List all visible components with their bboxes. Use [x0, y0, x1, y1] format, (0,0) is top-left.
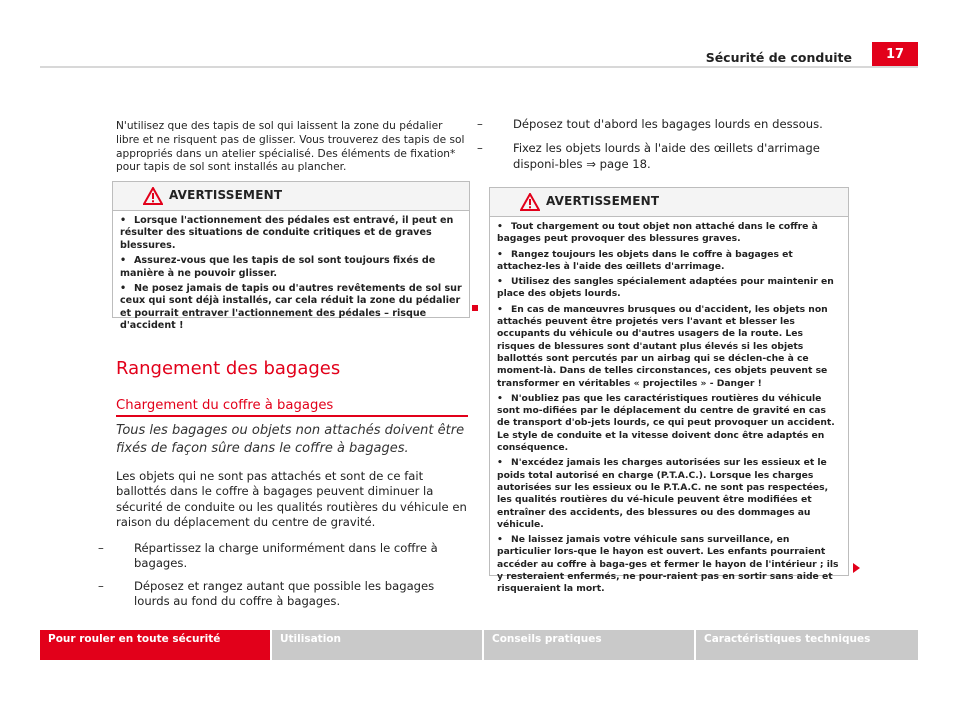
warning-item: • Assurez-vous que les tapis de sol sont toujours fixés de manière à ne pouvoir glisser.	[120, 255, 436, 279]
warning-item: • Utilisez des sangles spécialement adaptées pour maintenir en place des objets lourds.	[497, 276, 834, 300]
warning-item: • N'excédez jamais les charges autorisées sur les essieux et le poids total autorisé en charge (P.T.A.C.). Lorsque les charges autorisées sur les essieux ou le P.T.A.C. ne sont pas respectées, les qualités routières du vé-hicule peuvent être modifiées et entraîner des accidents, des blessures ou des dommages au véhicule.	[497, 457, 829, 530]
section-title: Rangement des bagages	[116, 358, 341, 379]
left-list	[98, 541, 468, 617]
list-item: – Fixez les objets lourds à l'aide des œillets d'arrimage disponi-bles ⇒ page 18.	[477, 141, 820, 171]
floor-mat-paragraph: N'utilisez que des tapis de sol qui laissent la zone du pédalier libre et ne risquent pas de glisser. Vous trouverez des tapis de sol appropriés dans un atelier spécialisé. Des éléments de fixation* pour tapis de sol sont installés au plancher.	[116, 120, 465, 174]
warning-item: • Rangez toujours les objets dans le coffre à bagages et attachez-les à l'aide des œillets d'arrimage.	[497, 248, 793, 272]
page-header-title: Sécurité de conduite	[705, 50, 852, 65]
list-item: – Répartissez la charge uniformément dans le coffre à bagages.	[98, 541, 438, 571]
warning-item: • En cas de manœuvres brusques ou d'accident, les objets non attachés peuvent être projetés vers l'avant et blesser les occupants du véhicule ou d'autres usagers de la route. Les risques de blessures sont d'autant plus élevés si les objets ballottés sont percutés par un airbag qui se déclen-che à ce moment-là. Dans de telles circonstances, ces objets peuvent se transformer en véritables « projectiles » - Danger !	[497, 303, 828, 389]
warning-item: • Tout chargement ou tout objet non attaché dans le coffre à bagages peut provoquer des blessures graves.	[497, 221, 818, 245]
subsection-title: Chargement du coffre à bagages	[116, 398, 334, 413]
continue-arrow-icon	[853, 563, 860, 573]
list-item: – Déposez et rangez autant que possible les bagages lourds au fond du coffre à bagages.	[98, 578, 435, 609]
warning-box-luggage	[489, 187, 849, 595]
header-divider	[40, 66, 918, 68]
section-end-marker	[472, 305, 478, 311]
warning-list	[490, 217, 848, 596]
warning-title: AVERTISSEMENT	[546, 194, 660, 208]
nav-tab-operation[interactable]: Utilisation	[272, 630, 482, 660]
warning-item: • Lorsque l'actionnement des pédales est entravé, il peut en résulter des situations de conduite critiques et de graves blessures.	[120, 215, 454, 251]
warning-item: • Ne posez jamais de tapis ou d'autres revêtements de sol sur ceux qui sont déjà installés, car cela réduit la zone du pédalier et pourrait entraver l'actionnement des pédales – risque d'accident !	[120, 283, 462, 332]
warning-item: • Ne laissez jamais votre véhicule sans surveillance, en particulier lors-que le hayon est ouvert. Les enfants pourraient accéder au coffre à baga-ges et fermer le hayon de l'intérieur ; ils y resteraient enfermés, ne pour-raient pas en sortir sans aide et risqueraient la mort.	[497, 534, 839, 595]
warning-box-pedals	[112, 181, 470, 332]
page-number: 17	[872, 42, 918, 68]
right-list	[477, 117, 845, 179]
warning-list	[113, 211, 469, 333]
warning-header	[490, 188, 848, 217]
nav-tab-safety[interactable]: Pour rouler en toute sécurité	[40, 630, 270, 660]
warning-triangle-icon	[143, 187, 163, 205]
nav-tab-practical-tips[interactable]: Conseils pratiques	[484, 630, 694, 660]
list-item: – Déposez tout d'abord les bagages lourds en dessous.	[477, 117, 823, 131]
nav-tab-technical-data[interactable]: Caractéristiques techniques	[696, 630, 918, 660]
subsection-underline	[116, 415, 468, 417]
intro-italic: Tous les bagages ou objets non attachés doivent être fixés de façon sûre dans le coffre à bagages.	[116, 423, 465, 456]
warning-triangle-icon	[520, 193, 540, 211]
warning-title: AVERTISSEMENT	[169, 188, 283, 202]
body-paragraph: Les objets qui ne sont pas attachés et sont de ce fait ballottés dans le coffre à bagages peuvent diminuer la sécurité de conduite ou les qualités routières du véhicule en raison du déplacement du centre de gravité.	[116, 469, 467, 530]
warning-item: • N'oubliez pas que les caractéristiques routières du véhicule sont mo-difiées par le déplacement du centre de gravité en cas de transport d'ob-jets lourds, ce qui peut provoquer un accident. Le style de conduite et la vitesse doivent donc être adaptés en conséquence.	[497, 392, 835, 454]
warning-header	[113, 182, 469, 211]
